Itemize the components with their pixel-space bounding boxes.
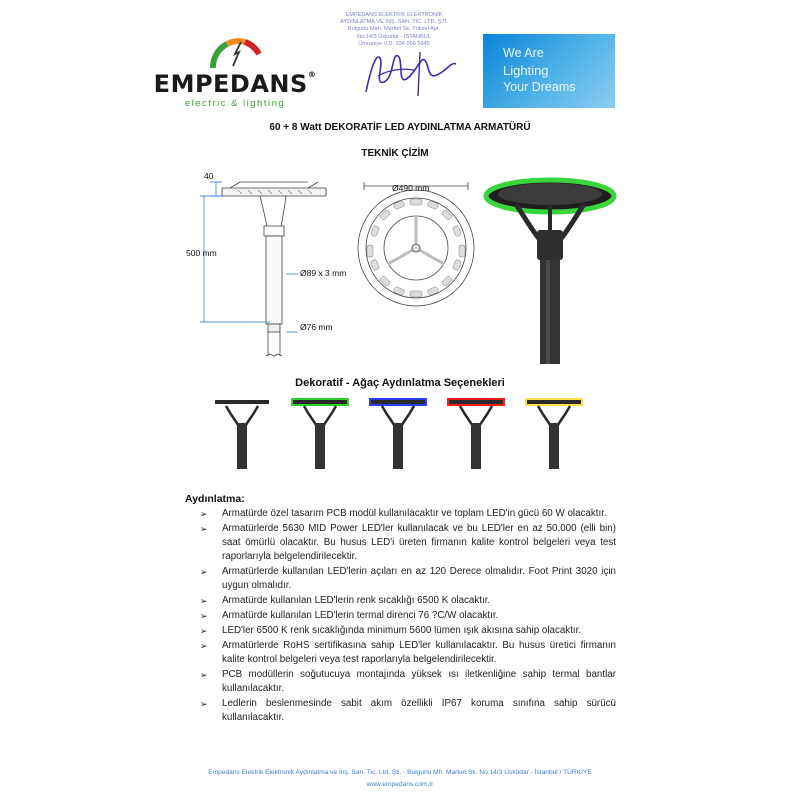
spec-list-item	[200, 507, 616, 521]
dim-diameter-label: Ø490 mm	[392, 183, 430, 193]
document-subtitle: TEKNİK ÇİZİM	[361, 148, 429, 159]
luminaire-head	[214, 399, 270, 405]
spec-text: Armatürlerde 5630 MID Power LED'ler kullanılacak ve bu LED'ler en az 50.000 (elli bin) saat ömürlü olacaktır. Bu husus LED'i üreten firmanın kalite kontrol belgeleri veya test raporlarıyla belgelendirilecektir.	[222, 522, 616, 563]
color-options-svg	[210, 393, 590, 473]
spec-list-item	[200, 697, 616, 726]
arrow-bullet-icon: ➢	[200, 640, 208, 651]
spec-text: Armatürlerde kullanılan LED'lerin açıları en az 120 Derece olmalıdır. Foot Print 3020 için uygun olmalıdır.	[222, 566, 616, 592]
logo-arc-icon	[205, 30, 265, 70]
spec-list-item	[200, 522, 616, 565]
spec-list-item	[200, 609, 616, 623]
spec-list-item	[200, 624, 616, 638]
drawing-svg	[180, 164, 620, 364]
options-title: Dekoratif - Ağaç Aydınlatma Seçenekleri	[295, 377, 505, 389]
color-option-green	[292, 399, 348, 469]
luminaire-head	[370, 399, 426, 405]
spec-list-item	[200, 668, 616, 697]
company-stamp	[318, 12, 466, 102]
spec-text: PCB modüllerin soğutucuya montajında yüksek ısı iletkenliğine sahip termal bantlar kullanılacaktır.	[222, 668, 616, 695]
luminaire-head	[526, 399, 582, 405]
spec-list-item	[200, 565, 616, 594]
dim-base-label: Ø76 mm	[300, 322, 333, 332]
spec-text: Armatürlerde RoHS sertifikasına sahip LED'ler kullanılacaktır. Bu husus üretici firmanın kalite kontrol belgeleri veya test raporlarıyla belgelendirilecektir.	[222, 639, 616, 665]
logo-wordmark: EMPEDANS®	[153, 70, 317, 98]
arrow-bullet-icon: ➢	[200, 698, 208, 709]
signature-icon	[318, 12, 466, 104]
luminaire-pole	[471, 423, 481, 469]
dim-pipe-label: Ø89 x 3 mm	[300, 268, 347, 278]
luminaire-arms	[304, 406, 336, 425]
footer-url: www.empedans.com.tr	[366, 781, 434, 788]
document-title: 60 + 8 Watt DEKORATİF LED AYDINLATMA ARMATÜRÜ	[269, 122, 531, 133]
dim-height-label: 500 mm	[186, 248, 217, 258]
slogan-banner	[483, 34, 615, 108]
luminaire-pole	[237, 423, 247, 469]
luminaire-head	[292, 399, 348, 405]
logo-tagline: electric & lighting	[184, 98, 286, 109]
color-option-yellow	[526, 399, 582, 469]
banner-line-1: We Are	[503, 46, 544, 60]
color-option-white	[214, 399, 270, 469]
company-logo	[150, 30, 320, 109]
arrow-bullet-icon: ➢	[200, 509, 208, 519]
luminaire-arms	[226, 406, 258, 425]
arrow-bullet-icon: ➢	[200, 596, 208, 607]
arrow-bullet-icon: ➢	[200, 567, 208, 578]
spec-text: Armatürde kullanılan LED'lerin renk sıcaklığı 6500 K olacaktır.	[222, 595, 491, 607]
luminaire-pole	[315, 423, 325, 469]
dim-top-label: 40	[204, 171, 214, 181]
color-options	[210, 393, 590, 478]
render-view	[486, 180, 614, 364]
spec-text: LED'ler 6500 K renk sıcaklığında minimum 5600 lümen ışık akısına sahip olacaktır.	[222, 624, 582, 636]
spec-list-item	[200, 594, 616, 608]
color-option-red	[448, 399, 504, 469]
spec-list-item	[200, 639, 616, 668]
arrow-bullet-icon: ➢	[200, 625, 208, 636]
luminaire-pole	[549, 423, 559, 469]
luminaire-head	[448, 399, 504, 405]
arrow-bullet-icon: ➢	[200, 611, 208, 622]
technical-drawing	[180, 164, 620, 369]
luminaire-arms	[460, 406, 492, 425]
luminaire-arms	[538, 406, 570, 425]
arrow-bullet-icon: ➢	[200, 669, 208, 680]
spec-text: Armatürde kullanılan LED'lerin termal direnci 76 ?C/W olacaktır.	[222, 610, 499, 622]
footer-address: Empedans Elektrik Elektronik Aydınlatma ve İnş. San. Tic. Ltd. Şti. - Bulgurlu Mh. Market Sk. No:14/3 Üsküdar - İstanbul / TÜRKİYE	[208, 769, 592, 776]
luminaire-pole	[393, 423, 403, 469]
arrow-bullet-icon: ➢	[200, 523, 208, 534]
stamp-text: EMPEDANS ELEKTRİK ELEKTRONİK AYDINLATMA VE İNŞ. SAN. TİC. LTD. ŞTİ. Bulgurlu Mah. Market Sk. Yüksel Apt. No:14/3 Üsküdar - İSTANBUL Ümraniye V.D. 334 056 5945	[340, 12, 448, 47]
spec-text: Armatürde özel tasarım PCB modül kullanılacaktır ve toplam LED'in gücü 60 W olacaktır.	[222, 508, 607, 519]
luminaire-arms	[382, 406, 414, 425]
spec-text: Ledlerin beslenmesinde sabit akım özellikli IP67 koruma sınıfına sahip sürücü kullanılacaktır.	[222, 697, 616, 724]
color-option-blue	[370, 399, 426, 469]
spec-list	[200, 507, 616, 726]
section-title: Aydınlatma:	[185, 493, 245, 505]
banner-line-2: Lighting	[503, 63, 549, 78]
banner-line-3: Your Dreams	[503, 80, 576, 94]
